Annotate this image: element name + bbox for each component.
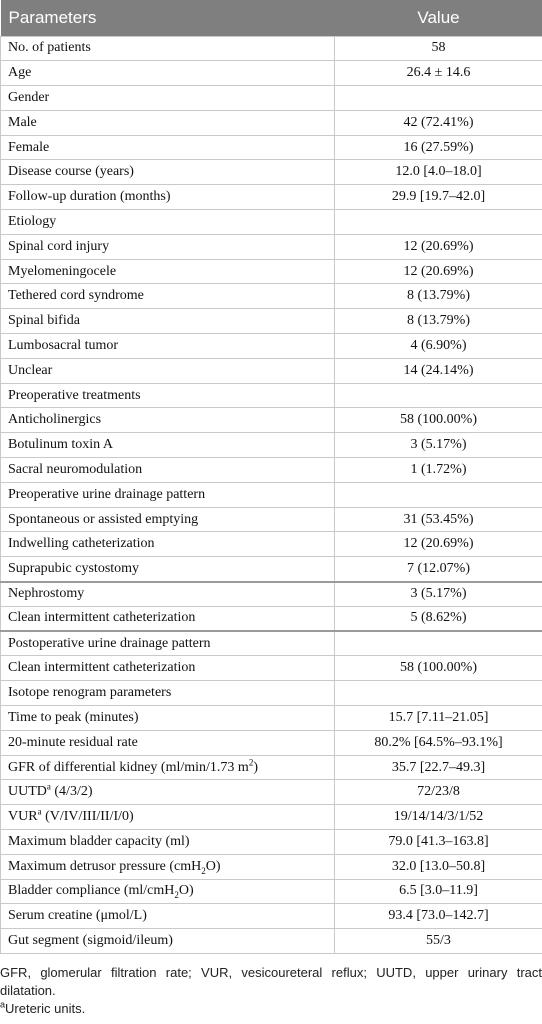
table-row xyxy=(1,730,542,755)
value-cell: 5 (8.62%) xyxy=(335,606,542,631)
value-cell: 26.4 ± 14.6 xyxy=(335,61,542,86)
parameter-label: Age xyxy=(8,65,32,81)
table-row xyxy=(1,780,542,805)
parameter-cell xyxy=(1,854,335,879)
subscript: 2 xyxy=(174,890,179,901)
table-row xyxy=(1,532,542,557)
table-row xyxy=(1,656,542,681)
parameter-label: Time to peak (minutes) xyxy=(8,709,139,725)
value-cell: 58 xyxy=(335,36,542,61)
parameter-label: Gut segment (sigmoid/ileum) xyxy=(8,933,173,949)
parameter-label: Suprapubic cystostomy xyxy=(8,560,140,576)
parameter-cell xyxy=(1,681,335,706)
table-row xyxy=(1,61,542,86)
parameter-label-suffix: (V/IV/III/II/I/0) xyxy=(41,809,134,825)
parameter-label-suffix: O) xyxy=(178,883,194,899)
table-row xyxy=(1,433,542,458)
table-row xyxy=(1,805,542,830)
parameter-label: GFR of differential kidney (ml/min/1.73 m xyxy=(8,759,249,775)
parameter-cell xyxy=(1,507,335,532)
parameter-label: Preoperative treatments xyxy=(8,387,141,403)
parameter-cell xyxy=(1,433,335,458)
value-cell: 58 (100.00%) xyxy=(335,656,542,681)
parameter-label: UUTD xyxy=(8,784,47,800)
parameter-label: Follow-up duration (months) xyxy=(8,189,171,205)
table-row xyxy=(1,358,542,383)
table-body xyxy=(1,36,542,953)
parameter-label-suffix: O) xyxy=(205,858,221,874)
parameter-cell xyxy=(1,383,335,408)
value-cell: 35.7 [22.7–49.3] xyxy=(335,755,542,780)
parameter-cell xyxy=(1,904,335,929)
table-row xyxy=(1,408,542,433)
value-cell: 12 (20.69%) xyxy=(335,234,542,259)
parameter-label: Lumbosacral tumor xyxy=(8,337,119,353)
parameter-label: Male xyxy=(8,114,37,130)
value-cell: 93.4 [73.0–142.7] xyxy=(335,904,542,929)
table-row xyxy=(1,830,542,855)
table-row xyxy=(1,755,542,780)
parameter-label: Clean intermittent catheterization xyxy=(8,610,196,626)
value-cell: 3 (5.17%) xyxy=(335,433,542,458)
table-row xyxy=(1,110,542,135)
parameter-cell xyxy=(1,830,335,855)
table-row xyxy=(1,507,542,532)
parameter-cell xyxy=(1,706,335,731)
table-row xyxy=(1,234,542,259)
parameter-label: Postoperative urine drainage pattern xyxy=(8,635,211,651)
value-cell: 29.9 [19.7–42.0] xyxy=(335,185,542,210)
value-cell: 12 (20.69%) xyxy=(335,532,542,557)
footnote-text: Ureteric units. xyxy=(5,1001,86,1016)
footnote-mark: a xyxy=(0,999,6,1010)
parameter-label: Isotope renogram parameters xyxy=(8,685,172,701)
table-row xyxy=(1,160,542,185)
parameter-cell xyxy=(1,358,335,383)
table-row xyxy=(1,259,542,284)
parameter-label: Etiology xyxy=(8,213,57,229)
parameter-cell xyxy=(1,482,335,507)
value-cell: 19/14/14/3/1/52 xyxy=(335,805,542,830)
ureteric-units-note xyxy=(0,1000,542,1018)
table-row xyxy=(1,631,542,656)
table-row xyxy=(1,383,542,408)
parameter-cell xyxy=(1,532,335,557)
parameter-cell xyxy=(1,879,335,904)
value-cell xyxy=(335,482,542,507)
value-cell: 3 (5.17%) xyxy=(335,582,542,607)
value-cell: 72/23/8 xyxy=(335,780,542,805)
header-value: Value xyxy=(335,0,542,36)
parameter-label: Gender xyxy=(8,89,50,105)
table-row xyxy=(1,284,542,309)
parameter-cell xyxy=(1,755,335,780)
value-cell: 14 (24.14%) xyxy=(335,358,542,383)
parameter-label-suffix: ) xyxy=(253,759,258,775)
value-cell: 4 (6.90%) xyxy=(335,334,542,359)
parameter-cell xyxy=(1,458,335,483)
parameter-label: Maximum detrusor pressure (cmH xyxy=(8,858,202,874)
table-row xyxy=(1,582,542,607)
subscript: 2 xyxy=(201,865,206,876)
parameter-label: Unclear xyxy=(8,362,53,378)
value-cell: 42 (72.41%) xyxy=(335,110,542,135)
value-cell: 80.2% [64.5%–93.1%] xyxy=(335,730,542,755)
table-row xyxy=(1,458,542,483)
superscript: 2 xyxy=(248,756,254,767)
parameter-label: Bladder compliance (ml/cmH xyxy=(8,883,175,899)
table-row xyxy=(1,904,542,929)
parameter-cell xyxy=(1,929,335,954)
table-row xyxy=(1,606,542,631)
value-cell xyxy=(335,631,542,656)
parameter-label: Indwelling catheterization xyxy=(8,536,155,552)
parameter-cell xyxy=(1,730,335,755)
parameter-cell xyxy=(1,234,335,259)
parameter-cell xyxy=(1,408,335,433)
value-cell: 12 (20.69%) xyxy=(335,259,542,284)
parameter-cell xyxy=(1,582,335,607)
parameter-label: Maximum bladder capacity (ml) xyxy=(8,833,190,849)
table-row xyxy=(1,854,542,879)
parameter-label: Anticholinergics xyxy=(8,412,102,428)
table-row xyxy=(1,929,542,954)
parameter-cell xyxy=(1,334,335,359)
parameter-label: Tethered cord syndrome xyxy=(8,288,144,304)
parameter-label: Clean intermittent catheterization xyxy=(8,660,196,676)
value-cell xyxy=(335,681,542,706)
value-cell: 79.0 [41.3–163.8] xyxy=(335,830,542,855)
table-row xyxy=(1,135,542,160)
header-parameters: Parameters xyxy=(1,0,335,36)
value-cell: 15.7 [7.11–21.05] xyxy=(335,706,542,731)
value-cell: 12.0 [4.0–18.0] xyxy=(335,160,542,185)
table-row xyxy=(1,334,542,359)
value-cell: 58 (100.00%) xyxy=(335,408,542,433)
value-cell xyxy=(335,210,542,235)
parameter-label: Nephrostomy xyxy=(8,586,85,602)
table-row xyxy=(1,706,542,731)
parameter-cell xyxy=(1,135,335,160)
table-footnotes xyxy=(0,964,542,1018)
table-row xyxy=(1,879,542,904)
parameter-label: No. of patients xyxy=(8,40,91,56)
table-row xyxy=(1,210,542,235)
value-cell: 31 (53.45%) xyxy=(335,507,542,532)
value-cell: 55/3 xyxy=(335,929,542,954)
parameter-cell xyxy=(1,309,335,334)
parameter-cell xyxy=(1,86,335,111)
table-row xyxy=(1,557,542,582)
parameter-cell xyxy=(1,259,335,284)
table-row xyxy=(1,309,542,334)
parameter-cell xyxy=(1,61,335,86)
parameter-label: Botulinum toxin A xyxy=(8,437,114,453)
parameter-label: Disease course (years) xyxy=(8,164,134,180)
parameter-label: Serum creatine (μmol/L) xyxy=(8,908,147,924)
parameter-cell xyxy=(1,780,335,805)
table-row xyxy=(1,681,542,706)
parameter-cell xyxy=(1,606,335,631)
value-cell: 16 (27.59%) xyxy=(335,135,542,160)
parameter-cell xyxy=(1,36,335,61)
parameter-label: VUR xyxy=(8,809,38,825)
parameter-cell xyxy=(1,631,335,656)
abbreviations-note: GFR, glomerular filtration rate; VUR, vesicoureteral reflux; UUTD, upper urinary tract dilatation. xyxy=(0,965,542,998)
parameter-label: 20-minute residual rate xyxy=(8,734,138,750)
parameter-label: Preoperative urine drainage pattern xyxy=(8,486,206,502)
superscript: a xyxy=(46,781,51,792)
parameter-label: Spinal cord injury xyxy=(8,238,110,254)
parameter-label: Sacral neuromodulation xyxy=(8,461,143,477)
table-row xyxy=(1,185,542,210)
parameter-cell xyxy=(1,557,335,582)
table-row xyxy=(1,86,542,111)
parameter-cell xyxy=(1,284,335,309)
parameter-cell xyxy=(1,210,335,235)
parameter-cell xyxy=(1,805,335,830)
superscript: a xyxy=(37,806,42,817)
parameter-cell xyxy=(1,160,335,185)
parameter-label: Female xyxy=(8,139,50,155)
value-cell: 1 (1.72%) xyxy=(335,458,542,483)
value-cell xyxy=(335,383,542,408)
parameter-label: Spontaneous or assisted emptying xyxy=(8,511,199,527)
table-header xyxy=(1,0,542,36)
value-cell: 8 (13.79%) xyxy=(335,284,542,309)
value-cell xyxy=(335,86,542,111)
parameter-cell xyxy=(1,110,335,135)
parameter-label-suffix: (4/3/2) xyxy=(50,784,93,800)
parameter-cell xyxy=(1,185,335,210)
parameter-label: Myelomeningocele xyxy=(8,263,117,279)
value-cell: 7 (12.07%) xyxy=(335,557,542,582)
parameter-label: Spinal bifida xyxy=(8,313,80,329)
parameter-cell xyxy=(1,656,335,681)
value-cell: 6.5 [3.0–11.9] xyxy=(335,879,542,904)
value-cell: 32.0 [13.0–50.8] xyxy=(335,854,542,879)
table-row xyxy=(1,482,542,507)
value-cell: 8 (13.79%) xyxy=(335,309,542,334)
table-row xyxy=(1,36,542,61)
